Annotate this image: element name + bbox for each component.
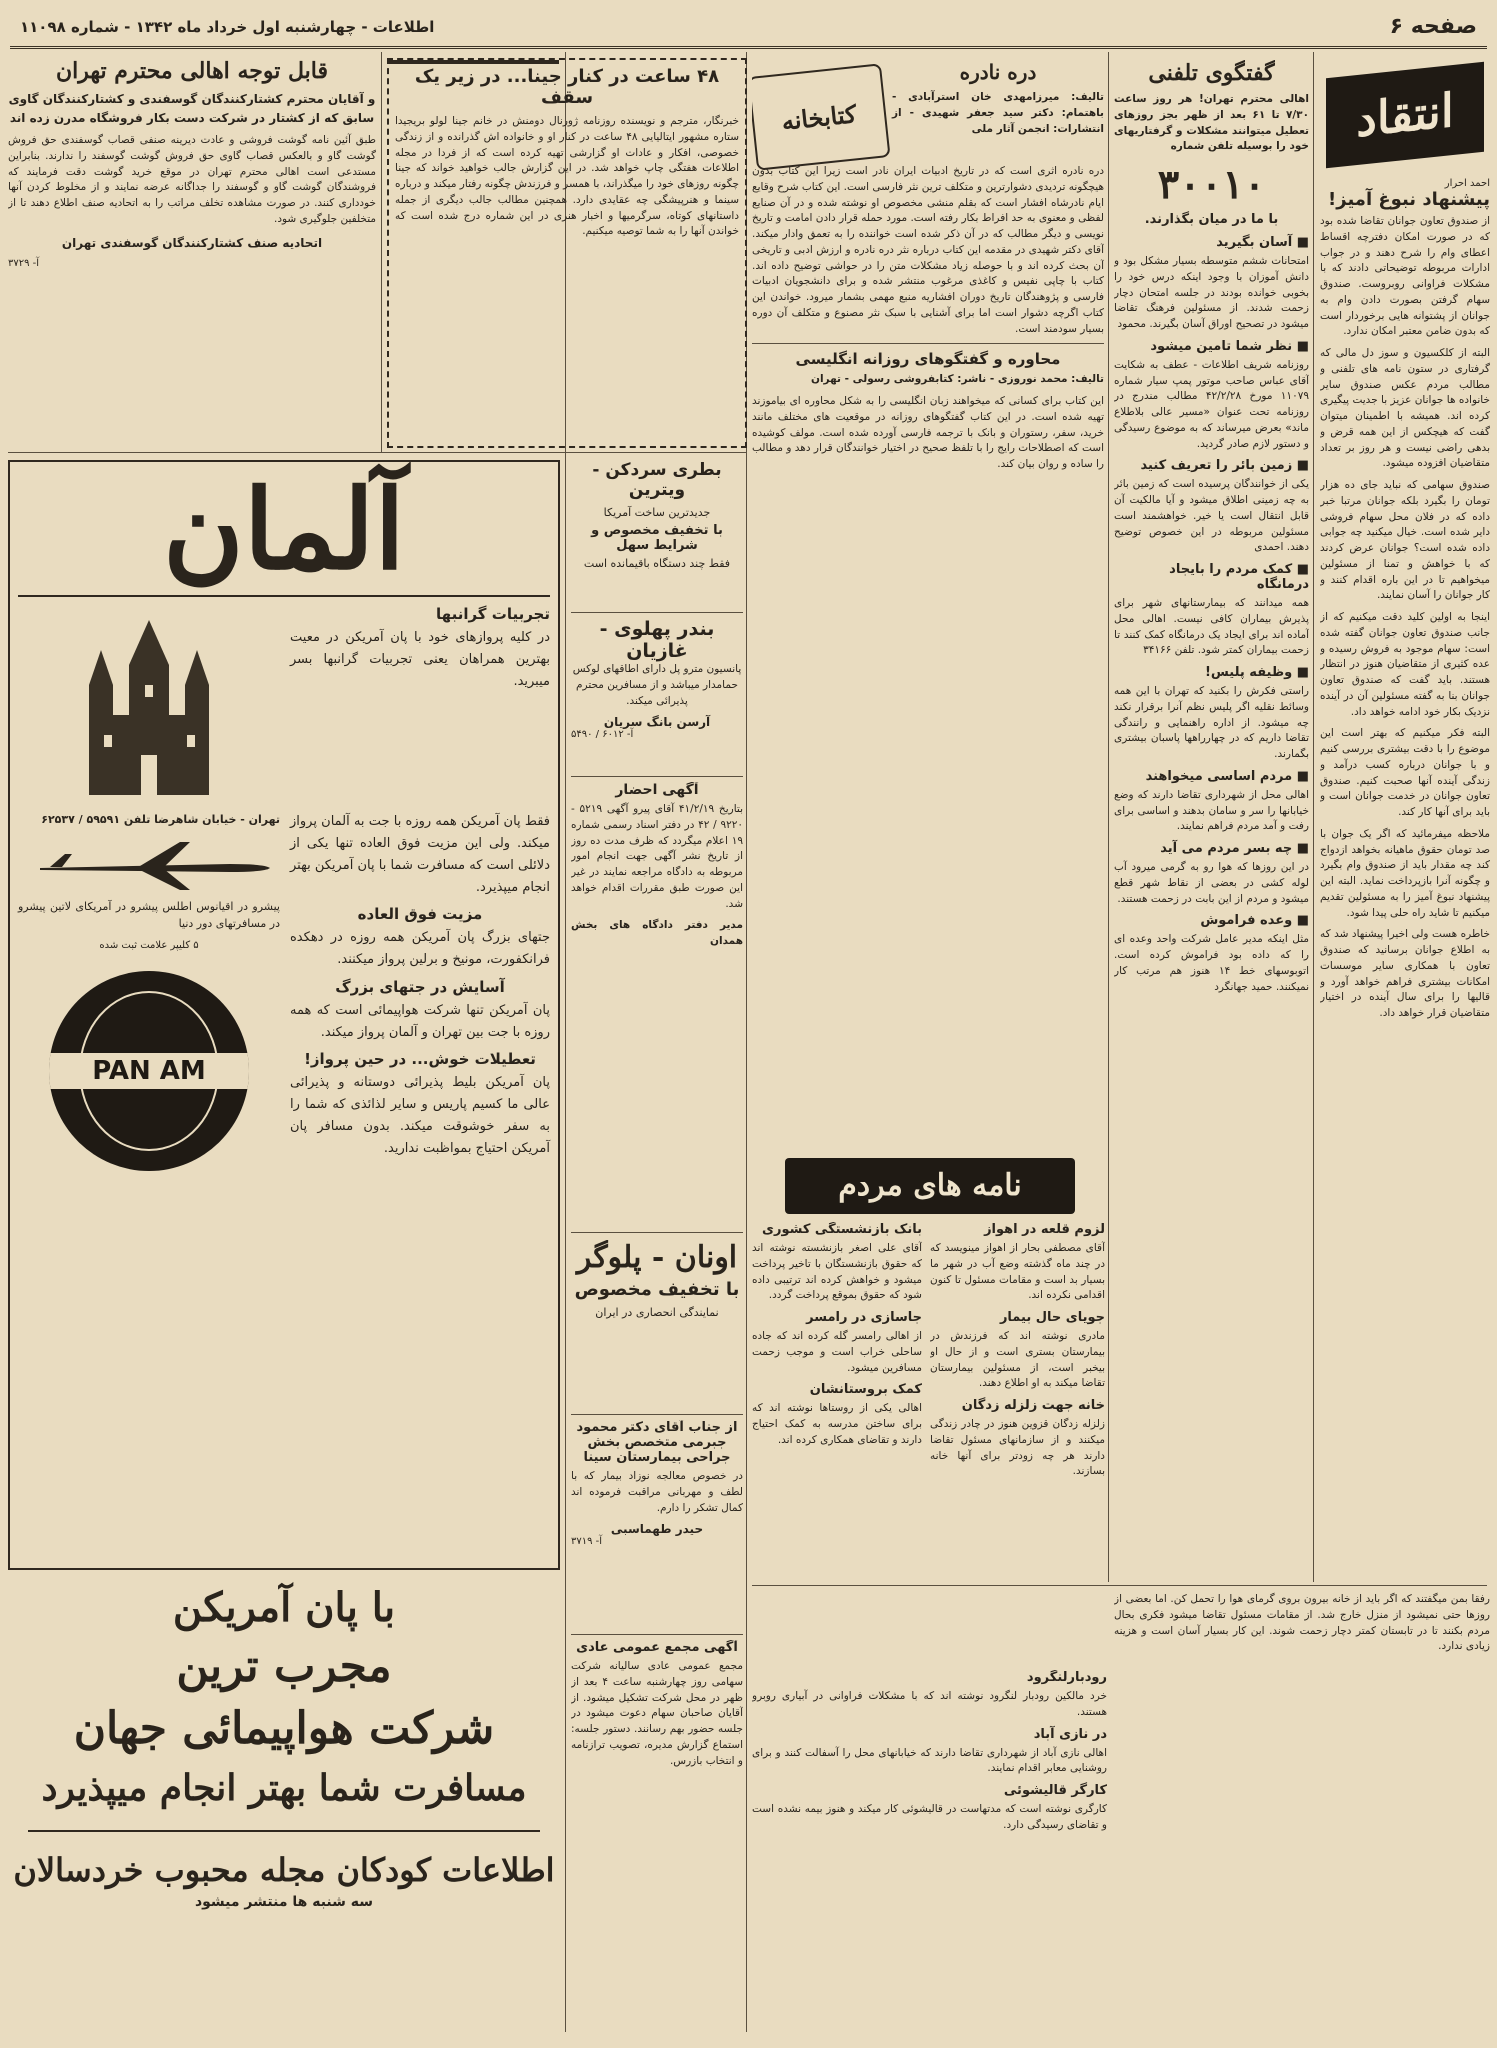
book2-meta: تالیف: محمد نوروزی - ناشر: کتابفروشی رسولی - تهران <box>811 373 1104 386</box>
phone-item-text: امتحانات ششم متوسطه بسیار مشکل بود و دانش آموزان با وجود اینکه درس خود را بخوبی خوانده بودند در جلسه امتحان دچار زحمت شدند. از مسئولین فرهنگ تقاضا میشود در تصحیح اوراق آسان بگیرند. محمود <box>1114 255 1309 330</box>
letter-text: اهالی یکی از روستاها نوشته اند که برای ساختن مدرسه به کمک احتیاج دارند و تقاضای همکاری کرده اند. <box>752 1402 922 1446</box>
letter-text: آقای علی اصغر بازنشسته نوشته اند که حقوق بازنشستگان با تاخیر پرداخت میشود و خواهش کرده اند ترتیبی داده شود که حقوق بموقع پرداخت گردد. <box>752 1242 922 1302</box>
bandar-name: آرسن بانگ سریان <box>603 715 711 730</box>
phone-item-title: ■ چه بسر مردم می آید <box>1160 841 1309 856</box>
thanks-title: از جناب آقای دکتر محمود جبرمی متخصص بخش جراحی بیمارستان سینا <box>576 1420 738 1465</box>
gina-box <box>387 58 747 448</box>
notice-subtitle: و آقایان محترم کشتارکنندگان گوسفندی و کشتارکنندگان گاوی سابق که از کشتار در شرکت دست بکار فروشگاه مدرن زده اند <box>8 92 376 125</box>
phone-item-title: ■ مردم اساسی میخواهند <box>1145 768 1309 784</box>
phone-item-title: ■ کمک مردم را بایجاد درمانگاه <box>1169 562 1309 592</box>
letter-text: اهالی نازی آباد از شهرداری تقاضا دارند که خیابانهای محل را آسفالت کنند و برای روشنایی معابر اقدام نمایند. <box>752 1746 1107 1775</box>
letter-title: جاسازی در رامسر <box>806 1310 922 1325</box>
airplane-icon <box>30 834 280 894</box>
section-rule <box>571 1232 743 1233</box>
kids-magazine-sub: سه شنبه ها منتشر میشود <box>194 1894 374 1910</box>
castle-illustration <box>18 605 280 805</box>
summons-title: آگهی احضار <box>615 782 699 798</box>
letters-subcolumn-left <box>752 1222 922 1582</box>
summons-sign: مدیر دفتر دادگاه های بخش همدان <box>571 919 743 947</box>
thanks-code: آ- ۳۷۱۹ <box>571 1536 603 1548</box>
critique-column <box>1320 60 1490 1580</box>
phone-item-title: ■ آسان بگیرید <box>1216 235 1309 250</box>
critique-paragraph: اینجا به اولین کلید دقت میکنیم که از جانب صندوق تعاون جوانان گفته شده است: سهام موجود به فروش رسیده و عده کثیری از متقاضیان هنوز در انتظار هستند. باید گفت که صندوق تعاون جوانان بنا به گفته مسئولین آن در آینده نزدیک بکار خود ادامه خواهد داد. <box>1320 611 1490 718</box>
thanks-sign: حیدر طهماسبی <box>610 1522 704 1537</box>
bandar-ad <box>571 618 743 773</box>
critique-paragraph: البته فکر میکنیم که بهتر است این موضوع را با دقت بیشتری بررسی کنیم و با جوانان درباره کسب درآمد و زندگی آینده آنها صحبت کنیم. صندوق تعاون جوانان در خدمت جوانان است و باید برای آنها کار کند. <box>1320 727 1490 818</box>
cooler-line3: فقط چند دستگاه باقیمانده است <box>583 557 731 570</box>
letter-title: در نازی آباد <box>1033 1726 1107 1742</box>
letter-title: جویای حال بیمار <box>999 1310 1105 1325</box>
book-review-text: دره نادره اثری است که در تاریخ ادبیات ایران نادر است زیرا این کتاب بدون هیچگونه تردیدی دشوارترین و متکلف ترین نثر فارسی است. این کتاب شرح وقایع ایام نادرشاه افشار است که بقلم منشی مخصوص او نوشته شده و در آن صنایع لفظی و معنوی به حد افراط بکار رفته است. مورد حمله قرار دادن امامت و تاریخ نویسی و دیگر مطالب که در آن ذکر شده است خواننده را به تعمق وادار میکند. آقای دکتر شهیدی در مقدمه این کتاب درباره نثر دره نادره و ارزش ادبی و تاریخی آن بحث کرده اند و با حوصله زیاد مشکلات متن را در حواشی توضیح داده اند. کتاب با چاپی نفیس و کاغذی مرغوب منتشر شده و برای دانشجویان ادبیات فارسی و پژوهندگان تاریخ دوران افشاریه منبع مهمی بشمار میرود. خواندن این کتاب اگرچه دشوار است اما برای آشنایی با سبک نثر مصنوع و متکلف آن دوره بسیار سودمند است. <box>752 165 1104 335</box>
panam-text3: جتهای بزرگ پان آمریکن همه روزه در دهکده فرانکفورت، مونیخ و برلین پرواز میکنند. <box>290 930 550 968</box>
phone-item-text: در این روزها که هوا رو به گرمی میرود آب لوله کشی در بعضی از نقاط شهر قطع میشود و مردم از این بابت در زحمت هستند. <box>1114 861 1309 905</box>
letter-text: خرد مالکین رودبار لنگرود نوشته اند که با مشکلات فراوانی در آبیاری روبرو هستند. <box>752 1690 1107 1718</box>
phone-cta: با ما در میان بگذارند. <box>1144 212 1279 227</box>
bandar-text: پانسیون مترو پل دارای اطاقهای لوکس حمامدار میباشد و از مسافرین محترم پذیرائی میکند. <box>572 663 742 707</box>
letter-text: زلزله زدگان قزوین هنوز در چادر زندگی میکنند و از سازمانهای مسئول تقاضا دارند هر چه زودتر برای آنها خانه بسازند. <box>930 1418 1105 1478</box>
letters-banner: نامه های مردم <box>785 1158 1075 1214</box>
panam-text5: پیشرو در اقیانوس اطلس پیشرو در آمریکای لاتین پیشرو در مسافرتهای دور دنیا <box>18 900 280 931</box>
panam-heading3: آسایش در جتهای بزرگ <box>335 977 505 996</box>
panam-text4: پان آمریکن تنها شرکت هواپیمائی است که همه روزه با جت بین تهران و آلمان پرواز میکند. <box>290 1002 550 1040</box>
thanks-text: در خصوص معالجه نوزاد بیمار که با لطف و مهربانی مراقبت فرموده اند کمال تشکر را دارم. <box>571 1470 743 1514</box>
cooler-line2: با تخفیف مخصوص و شرایط سهل <box>591 523 723 553</box>
section-rule <box>571 776 743 777</box>
critique-paragraph: البته از کلکسیون و سوز دل مالی که گرفتاری در ستون نامه های تلفنی و مطالب مردم عکس صندوق سایر خانواده ها جوانان عزیز با جدیت پیگیری کرده اند. همیشه با اطمینان میتوان گفت که هیچکس از این همه قرض و بدهی راضی نیست و هر روز بر تعداد متقاضیان افزوده میشود. <box>1320 347 1490 470</box>
critique-paragraph: ملاحظه میفرمائید که اگر یک جوان با صد تومان حقوق ماهیانه بخواهد ازدواج کند چه مقدار باید از صندوق وام بگیرد و چگونه آنرا بازپرداخت نماید. البته این پیشنهاد نبوغ آمیز را به مسئولین تقدیم میکنیم تا شاید راه حلی پیدا شود. <box>1320 827 1490 919</box>
book-meta: تالیف: میرزامهدی خان استرآبادی - باهتمام: دکتر سید جعفر شهیدی - از انتشارات: انجمن آثار ملی <box>892 91 1104 135</box>
panam-text6: پان آمریکن بلیط پذیرائی دوستانه و پذیرائی عالی ما کسیم پاریس و سایر لذائذی که شما را به سفر خوشوقت میکند. بدون مسافر پان آمریکن احتیاج بمواظبت ندارید. <box>290 1074 550 1157</box>
panam-heading2: مزیت فوق العاده <box>357 905 483 924</box>
books-column <box>752 60 1104 1150</box>
meeting-title: آگهی مجمع عمومی عادی <box>576 1640 738 1655</box>
notice-text: طبق آئین نامه گوشت فروشی و عادت دیرینه صنفی قصاب گوسفندی حق فروش گوشت گاو و بالعکس قصاب گاوی حق فروش گوشت گوسفند را ندارند. بنابراین مستدعی است اهالی محترم تهران در موقع خرید گوشت دقت فرمایند که فروشندگان گوشت گاو و گوسفند را جداگانه عرضه نمایند و از مخلوط کردن آنها خودداری کنند. در صورت مشاهده تخلف مراتب را به اتحادیه صنف اطلاع دهند تا از متخلفین جلوگیری شود. <box>8 134 376 225</box>
panam-ad <box>8 460 560 1570</box>
book2-title: محاوره و گفتگوهای روزانه انگلیسی <box>795 350 1061 369</box>
phone-item-text: راستی فکرش را بکنید که تهران با این همه وسائط نقلیه اگر پلیس نظم آنرا برقرار نکند چه میشود. از اداره راهنمایی و رانندگی تقاضا داریم که در چهارراهها پاسبان بیشتری بگمارند. <box>1114 685 1309 760</box>
gina-text: خبرنگار، مترجم و نویسنده روزنامه ژورنال دومنش در خانم جینا لولو بریجیدا ستاره مشهور ایتالیایی ۴۸ ساعت در کنار او و خانواده اش گذرانده و از زندگی خصوصی، افکار و عادات او گزارشی تهیه کرده است که از فردا در مجله اطلاعات هفتگی چاپ خواهد شد. در این گزارش جالب خواهید خواند که جینا چگونه روزهای خود را میگذراند، با همسر و فرزندش چگونه رفتار میکند و درباره سینما و هنرپیشگی چه عقایدی دارد. همچنین مطالب جالب دیگری از جمله داستانهای کوتاه، سرگرمیها و اخبار هنری در این شماره درج شده است که خواندن آنها را به شما توصیه میکنیم. <box>395 115 739 238</box>
letter-text: از اهالی رامسر گله کرده اند که جاده ساحلی خراب است و موجب زحمت مسافرین میشود. <box>752 1330 922 1374</box>
critique-paragraph: خاطره هست ولی اخیرا پیشنهاد شد که به اطلاع جوانان برسانید که صندوق تعاون با همکاری سایر موسسات امکانات بیشتری فراهم خواهد آورد و قالیها را برای سال آینده در اختیار متقاضیان قرار خواهد داد. <box>1320 928 1490 1019</box>
panam-heading1: تجربیات گرانبها <box>436 605 550 623</box>
letter-text: کارگری نوشته است که مدتهاست در قالیشوئی کار میکند و هنوز بیمه نشده است و تقاضای رسیدگی دارد. <box>752 1803 1107 1831</box>
cooler-line1: جدیدترین ساخت آمریکا <box>603 506 711 519</box>
panam-footer3: شرکت هواپیمائی جهان <box>73 1703 495 1754</box>
book-title: دره نادره <box>959 60 1037 84</box>
book2-text: این کتاب برای کسانی که میخواهند زبان انگلیسی را به شکل محاوره ای بیاموزند تهیه شده است. در این کتاب گفتگوهای روزانه در موقعیت های مختلف مانند خرید، سفر، رستوران و بانک با ترجمه فارسی آورده شده است. مولف کوشیده است که اصطلاحات رایج را با تلفظ صحیح در اختیار خوانندگان قرار دهد و مطالب را ساده و روان بیان کند. <box>752 395 1104 470</box>
panam-registered: ۵ کلیپر علامت ثبت شده <box>99 940 199 952</box>
column-rule <box>1313 52 1314 1582</box>
phone-intro: اهالی محترم تهران! هر روز ساعت ۷/۳۰ تا ۶۱ بعد از ظهر بجز روزهای تعطیل میتوانند مشکلات و گرفتاریهای خود را بوسیله تلفن شماره <box>1114 93 1309 153</box>
issue-info: اطلاعات - چهارشنبه اول خرداد ماه ۱۳۴۲ - شماره ۱۱۰۹۸ <box>20 18 435 36</box>
cooler-ad <box>571 460 743 610</box>
panam-footer1: با پان آمریکن <box>172 1584 396 1631</box>
critique-paragraph: از صندوق تعاون جوانان تقاضا شده بود که در صورت امکان دفترچه اقساط اعطای وام را شرح دهند و در جواب ادارات مربوطه توضیحاتی دادند که با مشکلات فراوانی روبروست. صندوق سهام گرفتن بصورت دادن وام به جوانان از پشتوانه هایی برخوردار است که بدون ضامن معتبر امکان ندارد. <box>1320 215 1490 338</box>
panam-footer2: مجرب ترین <box>176 1641 392 1692</box>
letter-title: لزوم قلعه در اهواز <box>984 1222 1105 1237</box>
panam-contact: تهران - خیابان شاهرضا تلفن ۵۹۵۹۱ / ۶۲۵۳۷ <box>41 813 280 826</box>
meeting-ad <box>571 1640 743 2035</box>
panam-logo-text: PAN AM <box>49 1053 249 1089</box>
phone-item-text: اهالی محل از شهرداری تقاضا دارند که وضع خیابانها را سر و سامان بدهند و اساسی برای رفت و آمد مردم فراهم نمایند. <box>1114 788 1309 833</box>
bandar-code: آ- ۶۰۱۲ / ۵۴۹۰ <box>571 729 634 741</box>
letter-title: کمک بروستانشان <box>809 1382 922 1398</box>
gina-title: ۴۸ ساعت در کنار جینا... در زیر یک سقف <box>414 66 720 108</box>
section-rule <box>752 343 1104 344</box>
panam-text1: در کلیه پروازهای خود با پان آمریکن در معیت بهترین همراهان یعنی تجربیات گرانبها بسر میبرید. <box>290 630 550 690</box>
phone-column <box>1114 60 1309 1580</box>
tehran-notice <box>8 58 376 448</box>
plow-sub: نمایندگی انحصاری در ایران <box>595 1306 719 1319</box>
summons-text: بتاریخ ۴۱/۲/۱۹ آقای پیرو آگهی ۵۲۱۹ - ۹۲۲۰ / ۴۲ در دفتر اسناد رسمی شماره ۱۹ اعلام میگردد که ظرف مدت ده روز از تاریخ نشر آگهی جهت انجام امور مربوطه به دادگاه مراجعه نمایند در غیر این صورت طبق مقررات اقدام خواهد شد. <box>571 803 743 910</box>
summons-ad <box>571 782 743 1222</box>
letters-bottom <box>752 1670 1107 2040</box>
panam-footer <box>8 1580 560 2040</box>
section-rule <box>571 612 743 613</box>
thanks-ad <box>571 1420 743 1630</box>
letter-text: آقای مصطفی بحار از اهواز مینویسد که در چند ماه گذشته وضع آب در شهر ما بسیار بد است و مقامات مسئول تا کنون اقدامی نکرده اند. <box>930 1242 1105 1302</box>
letter-text: مادری نوشته اند که فرزندش در بیمارستان بستری است و از حال او بیخبر است، از مسئولین بیمارستان تقاضا میکند به او اطلاع دهند. <box>930 1330 1105 1390</box>
critique-paragraph: صندوق سهامی که نباید جای ده هزار تومان را بگیرد بلکه جوانان مرتبا خبر داده که در فلان محل سهام فروشی دایر شده است. خیال میکنید چه جوابی داده شده است؟ جوانان عرض کردند که با خواهش و تمنا از مسئولین میخواهیم تا در این باره اقدام کنند و کار جوانان را آسان نمایند. <box>1320 479 1490 602</box>
cooler-title: بطری سردکن - ویترین <box>592 460 722 500</box>
notice-title: قابل توجه اهالی محترم تهران <box>55 58 329 84</box>
critique-continuation <box>1114 1592 1490 2032</box>
letters-subcolumn-right <box>930 1222 1105 1582</box>
section-rule <box>571 1634 743 1635</box>
panam-footer4: مسافرت شما بهتر انجام میپذیرد <box>41 1767 527 1809</box>
phone-item-title: ■ زمین بائر را تعریف کنید <box>1140 458 1309 474</box>
plow-title: اونان - پلوگر <box>576 1240 738 1275</box>
phone-title: گفتگوی تلفنی <box>1148 60 1275 86</box>
phone-item-title: ■ نظر شما تامین میشود <box>1150 338 1309 354</box>
bandar-title: بندر پهلوی - غازیان <box>599 618 715 662</box>
phone-item-text: مثل اینکه مدیر عامل شرکت واحد وعده ای را که داده بود فراموش کرده است. اتوبوسهای خط ۱۴ هنوز هم مرتب کار نمیکنند. حمید جهانگرد <box>1114 933 1309 993</box>
notice-signature: اتحادیه صنف کشتارکنندگان گوسفندی تهران <box>61 235 323 250</box>
meeting-text: مجمع عمومی عادی سالیانه شرکت سهامی روز چهارشنبه ساعت ۴ بعد از ظهر در محل شرکت تشکیل میشود. از آقایان صاحبان سهام دعوت میشود در جلسه حضور بهم رسانند. دستور جلسه: استماع گزارش مدیره، تصویب ترازنامه و انتخاب بازرس. <box>571 1660 743 1767</box>
letter-title: بانک بازنشستگی کشوری <box>762 1222 922 1237</box>
notice-code: آ- ۳۷۲۹ <box>8 258 40 270</box>
kids-magazine-title: اطلاعات کودکان مجله محبوب خردسالان <box>13 1851 555 1889</box>
critique-masthead: انتقاد <box>1326 62 1484 169</box>
page-number: صفحه ۶ <box>1389 14 1477 39</box>
column-rule <box>1108 52 1109 1582</box>
critique-headline: پیشنهاد نبوغ آمیز! <box>1328 189 1490 210</box>
letter-title: خانه جهت زلزله زدگان <box>961 1398 1105 1413</box>
letter-title: رودبارلنگرود <box>1026 1670 1107 1685</box>
library-logo: کتابخانه <box>752 63 891 170</box>
page-header <box>10 12 1487 49</box>
continuation-text: رفقا بمن میگفتند که اگر باید از خانه بیرون بروی گرمای هوا را تحمل کن. اما بعضی از روزها حتی نمیشود از منزل خارج شد. از مقامات مسئول تقاضا میشود فکری بحال مردم بکنند تا در تابستان کمتر دچار زحمت شوند. این کار بسیار آسان است و هزینه زیادی ندارد. <box>1114 1593 1490 1653</box>
plow-ad <box>571 1240 743 1410</box>
letter-title: کارگر قالیشوئی <box>1003 1783 1107 1798</box>
panam-globe-logo <box>49 971 249 1171</box>
phone-item-title: ■ وظیفه پلیس! <box>1204 665 1309 680</box>
section-rule <box>8 452 746 453</box>
column-rule <box>381 52 382 452</box>
castle-icon <box>59 605 239 805</box>
section-rule <box>571 1414 743 1415</box>
phone-item-title: ■ وعده فراموش <box>1200 913 1309 929</box>
panam-brand: آلمان <box>18 470 550 597</box>
phone-item-text: همه میدانند که بیمارستانهای شهر برای پذیرش بیماران کافی نیست. اهالی محل آماده اند برای ایجاد یک درمانگاه کمک کنند تا زحمت بیماران کمتر شود. تلفن ۳۴۱۶۶ <box>1114 597 1309 657</box>
panam-heading4: تعطیلات خوش... در حین پرواز! <box>304 1049 536 1068</box>
critique-byline: احمد احرار <box>1444 178 1490 189</box>
panam-text2: فقط پان آمریکن همه روزه با جت به آلمان پرواز میکند. ولی این مزیت فوق العاده تنها یکی از دلائلی است که مسافرت شما با پان آمریکن بهتر انجام میپذیرد. <box>290 814 550 896</box>
phone-number: ۳۰۰۱۰ <box>1157 161 1266 208</box>
plow-line: با تخفیف مخصوص <box>574 1279 740 1300</box>
section-rule <box>752 1585 1487 1586</box>
phone-item-text: یکی از خوانندگان پرسیده است که زمین بائر به چه زمینی اطلاق میشود و آیا مالکیت آن قابل انتقال است یا خیر. خواهشمند است مسئولین مربوطه در این خصوص توضیح دهند. احمدی <box>1114 478 1309 554</box>
phone-item-text: روزنامه شریف اطلاعات - عطف به شکایت آقای عباس صاحب موتور پمپ سیار شماره ۱۱۰۷۹ مورخ ۴۲/۲/۲۸ مطالب مندرج در روزنامه تحت عنوان «مسیر عالی بلاطلاع ماند» بعرض میرساند که به موضوع رسیدگی و دستور لازم صادر گردید. <box>1114 358 1309 450</box>
